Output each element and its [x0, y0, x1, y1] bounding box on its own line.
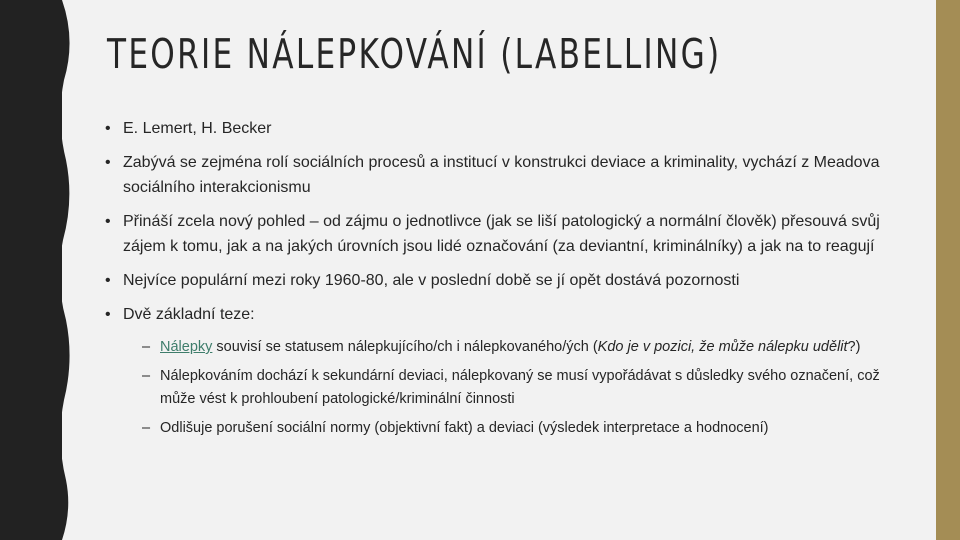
sub-bullet-text-end: ?) [847, 339, 861, 355]
bullet-item [105, 209, 905, 259]
sub-bullet-dash: – [142, 420, 151, 436]
bullet-text: E. Lemert, H. Becker [123, 120, 272, 137]
sub-bullet-text: Nálepkováním dochází k sekundární deviaci, nálepkovaný se musí vypořádávat s důsledky svého označení, což může vést k prohloubení patologické/kriminální činnosti [160, 368, 880, 407]
slide-title: TEORIE NÁLEPKOVÁNÍ (LABELLING) [107, 30, 722, 78]
bullet-text: Nejvíce populární mezi roky 1960-80, ale v poslední době se jí opět dostává pozornosti [123, 272, 740, 289]
bullet-text: Dvě základní teze: [123, 306, 255, 323]
bullet-item [105, 150, 905, 200]
bullet-text: Přináší zcela nový pohled – od zájmu o jednotlivce (jak se liší patologický a normální člověk) přesouvá svůj zájem k tomu, jak a na jakých úrovních jsou lidé označování (za deviantní, kriminálníky) a jak na to reagují [123, 213, 880, 255]
sub-bullet-item [105, 336, 905, 359]
bullet-text: Zabývá se zejména rolí sociálních procesů a institucí v konstrukci deviace a kriminality, vychází z Meadova sociálního interakcionismu [123, 154, 880, 196]
bullet-dot: • [105, 120, 111, 137]
sub-bullet-dash: – [142, 368, 151, 384]
bullet-list [105, 116, 905, 446]
sub-bullet-item [105, 365, 905, 411]
bullet-dot: • [105, 306, 111, 323]
sub-bullet-item [105, 417, 905, 440]
nalepky-link[interactable]: Nálepky [160, 339, 213, 355]
bullet-dot: • [105, 272, 111, 289]
sub-bullet-text: Odlišuje porušení sociální normy (objektivní fakt) a deviaci (výsledek interpretace a hodnocení) [160, 420, 769, 436]
sub-bullet-italic: Kdo je v pozici, že může nálepku udělit [597, 339, 848, 355]
sub-bullet-dash: – [142, 339, 151, 355]
bullet-dot: • [105, 213, 111, 230]
left-decorative-band [0, 0, 62, 540]
right-accent-band [936, 0, 960, 540]
bullet-item [105, 302, 905, 327]
bullet-dot: • [105, 154, 111, 171]
wavy-edge-shape [0, 0, 72, 540]
bullet-item [105, 116, 905, 141]
bullet-item [105, 268, 905, 293]
sub-bullet-text: souvisí se statusem nálepkujícího/ch i nálepkovaného/ých ( [212, 339, 598, 355]
